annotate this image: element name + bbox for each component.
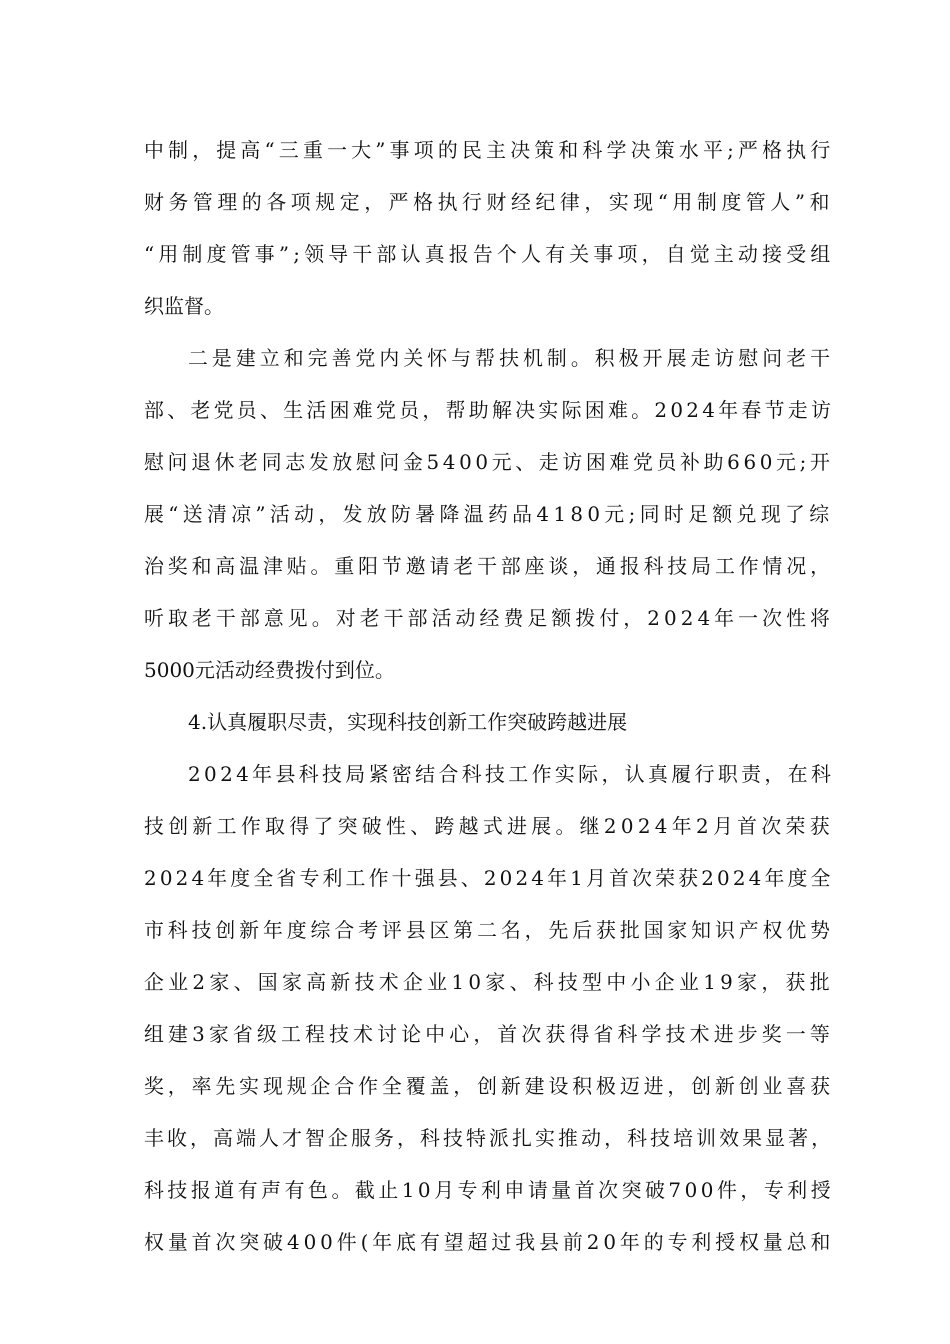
text-line: 治奖和高温津贴。重阳节邀请老干部座谈，通报科技局工作情况， — [144, 554, 834, 578]
paragraph-first-line: 2024年县科技局紧密结合科技工作实际，认真履行职责，在科 — [188, 762, 835, 786]
text-line: 展“送清凉”活动，发放防暑降温药品4180元;同时足额兑现了综 — [144, 502, 834, 526]
text-line: 财务管理的各项规定，严格执行财经纪律，实现“用制度管人”和 — [144, 190, 835, 214]
text-line: 慰问退休老同志发放慰问金5400元、走访困难党员补助660元;开 — [144, 450, 834, 474]
text-line: 2024年度全省专利工作十强县、2024年1月首次荣获2024年度全 — [144, 866, 834, 890]
text-line: 部、老党员、生活困难党员，帮助解决实际困难。2024年春节走访 — [144, 398, 835, 422]
text-line: 听取老干部意见。对老干部活动经费足额拨付，2024年一次性将 — [144, 606, 835, 630]
text-line: 5000元活动经费拨付到位。 — [144, 658, 395, 682]
section-heading: 4.认真履职尽责，实现科技创新工作突破跨越进展 — [188, 710, 628, 734]
text-line: 企业2家、国家高新技术企业10家、科技型中小企业19家，获批 — [144, 970, 834, 994]
text-line: 织监督。 — [144, 294, 224, 318]
text-line: 科技报道有声有色。截止10月专利申请量首次突破700件，专利授 — [144, 1178, 835, 1202]
text-line: 中制，提高“三重一大”事项的民主决策和科学决策水平;严格执行 — [144, 138, 835, 162]
paragraph-first-line: 二是建立和完善党内关怀与帮扶机制。积极开展走访慰问老干 — [188, 346, 835, 370]
text-line: 市科技创新年度综合考评县区第二名，先后获批国家知识产权优势 — [144, 918, 834, 942]
text-line: 奖，率先实现规企合作全覆盖，创新建设积极迈进，创新创业喜获 — [144, 1074, 834, 1098]
text-line: 组建3家省级工程技术讨论中心，首次获得省科学技术进步奖一等 — [144, 1022, 834, 1046]
text-line: 权量首次突破400件(年底有望超过我县前20年的专利授权量总和 — [144, 1230, 835, 1254]
text-line: 技创新工作取得了突破性、跨越式进展。继2024年2月首次荣获 — [144, 814, 834, 838]
text-line: “用制度管事”;领导干部认真报告个人有关事项，自觉主动接受组 — [144, 242, 835, 266]
text-line: 丰收，高端人才智企服务，科技特派扎实推动，科技培训效果显著， — [144, 1126, 835, 1150]
